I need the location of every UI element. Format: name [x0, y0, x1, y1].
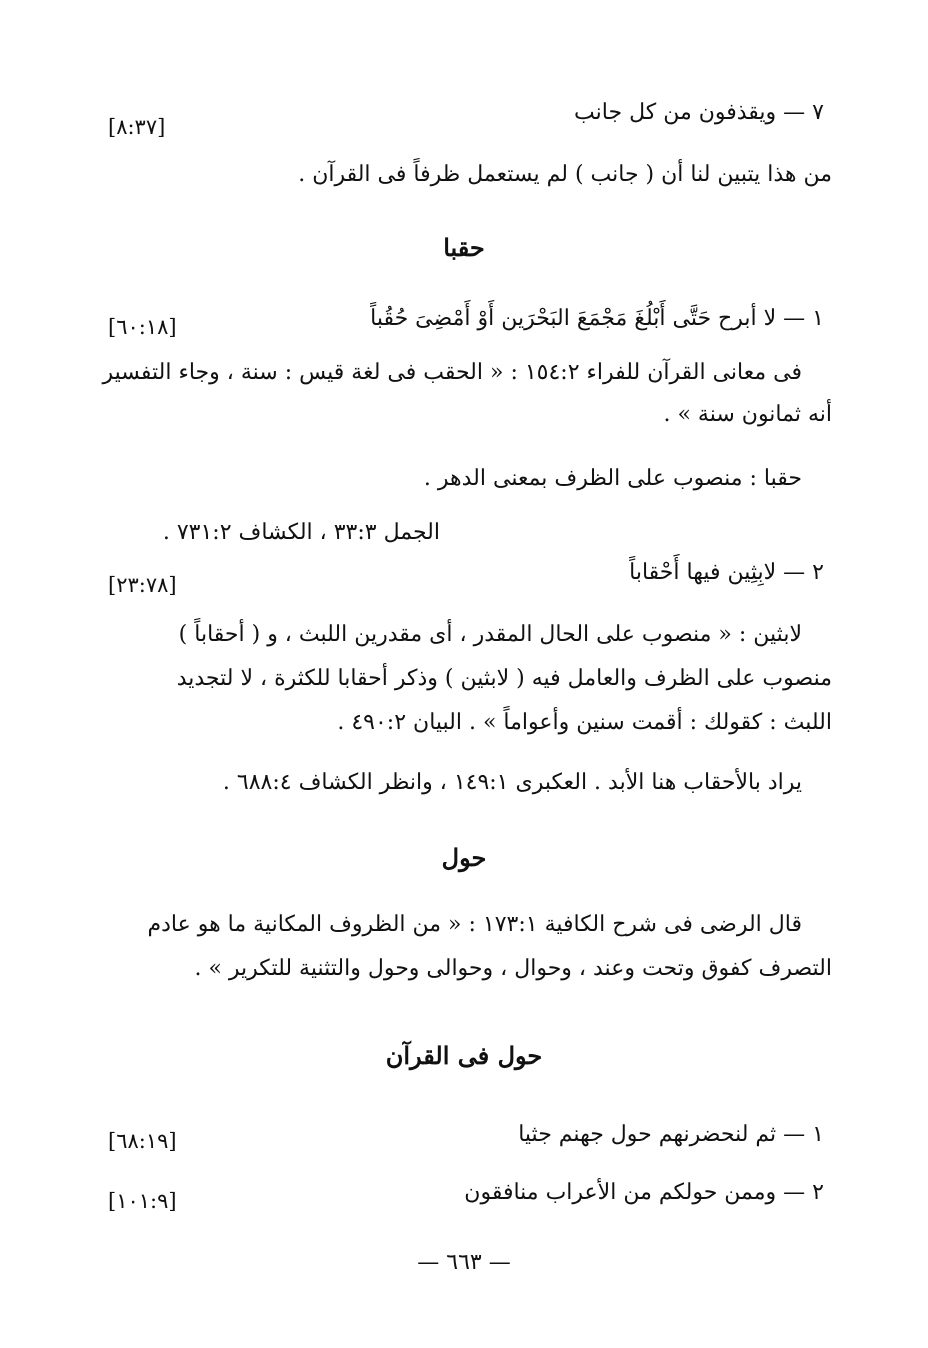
verse-item-1: ١ — ثم لنحضرنهم حول جهنم جثيا [518, 1122, 824, 1147]
text-line: أنه ثمانون سنة » . [663, 402, 832, 427]
verse-reference: [١٠١:٩] [108, 1189, 177, 1213]
text-line: حقبا : منصوب على الظرف بمعنى الدهر . [423, 466, 802, 491]
verse-item-2: ٢ — لابِثِين فيها أَحْقاباً [629, 560, 824, 585]
verse-item-2: ٢ — وممن حولكم من الأعراب منافقون [464, 1180, 824, 1205]
text-line: من هذا يتبين لنا أن ( جانب ) لم يستعمل ظرفاً فى القرآن . [298, 162, 832, 187]
text-line: الجمل ٣٣:٣ ، الكشاف ٧٣١:٢ . [162, 520, 440, 545]
text-line: قال الرضى فى شرح الكافية ١٧٣:١ : « من الظروف المكانية ما هو عادم [147, 912, 802, 937]
verse-item-1: ١ — لا أبرح حَتَّى أَبْلُغَ مَجْمَعَ البَحْرَين أَوْ أَمْضِىَ حُقُباً [370, 306, 824, 331]
text-line: يراد بالأحقاب هنا الأبد . العكبرى ١٤٩:١ ، وانظر الكشاف ٦٨٨:٤ . [222, 770, 802, 795]
text-line: اللبث : كقولك : أقمت سنين وأعواماً » . البيان ٤٩٠:٢ . [337, 710, 832, 735]
text-line: فى معانى القرآن للفراء ١٥٤:٢ : « الحقب فى لغة قيس : سنة ، وجاء التفسير [102, 360, 802, 385]
verse-reference: [٢٣:٧٨] [108, 573, 177, 597]
text-line: التصرف كفوق وتحت وعند ، وحوال ، وحوالى وحول والتثنية للتكرير » . [194, 956, 832, 981]
section-heading-hawl: حول [441, 843, 487, 872]
section-heading-hawl-in-quran: حول فى القرآن [385, 1041, 543, 1070]
page-number: — ٦٦٣ — [417, 1250, 511, 1275]
text-line: لابثين : « منصوب على الحال المقدر ، أى مقدرين اللبث ، و ( أحقاباً ) [178, 622, 802, 647]
verse-reference: [٦٠:١٨] [108, 315, 177, 339]
text-line: منصوب على الظرف والعامل فيه ( لابثين ) وذكر أحقابا للكثرة ، لا لتجديد [176, 666, 832, 691]
section-heading-haqaban: حقبا [443, 233, 485, 262]
verse-reference: [٦٨:١٩] [108, 1129, 177, 1153]
verse-item-7: ٧ — ويقذفون من كل جانب [574, 100, 824, 125]
verse-reference: [٨:٣٧] [108, 115, 166, 139]
